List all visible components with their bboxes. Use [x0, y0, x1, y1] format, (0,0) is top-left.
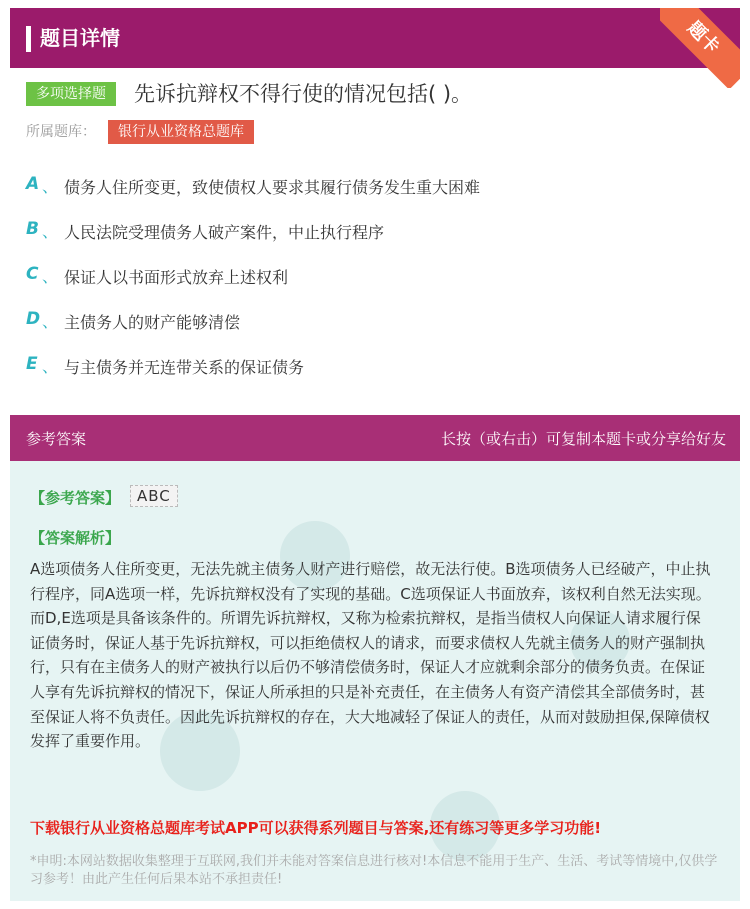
option-d[interactable]	[26, 305, 726, 350]
answer-section-body	[10, 461, 740, 901]
option-letter: D	[26, 309, 41, 329]
analysis-label: 【答案解析】	[30, 529, 121, 547]
answer-section-title: 参考答案	[26, 430, 87, 448]
option-b[interactable]	[26, 215, 726, 260]
bank-link[interactable]: 银行从业资格总题库	[108, 120, 254, 144]
option-letter: A	[26, 174, 40, 194]
option-separator: 、	[42, 267, 59, 286]
title-accent-bar	[26, 26, 31, 52]
answer-section-header	[10, 415, 740, 461]
option-letter: B	[26, 219, 39, 239]
option-e[interactable]	[26, 350, 726, 395]
option-c[interactable]	[26, 260, 726, 305]
question-card-corner	[660, 8, 740, 88]
option-text: 保证人以书面形式放弃上述权利	[64, 268, 289, 287]
answer-value[interactable]: ABC	[130, 485, 178, 507]
option-a[interactable]	[26, 170, 726, 215]
question-title: 先诉抗辩权不得行使的情况包括( )。	[134, 82, 473, 106]
option-letter: C	[26, 264, 39, 284]
option-text: 与主债务并无连带关系的保证债务	[64, 358, 305, 377]
answer-label: 【参考答案】	[30, 489, 121, 507]
page-title: 题目详情	[40, 26, 120, 50]
options-list	[26, 170, 726, 395]
bank-label: 所属题库：	[26, 124, 96, 140]
corner-ribbon-label: 题卡	[660, 8, 740, 88]
page-header	[10, 8, 740, 68]
option-separator: 、	[42, 177, 59, 196]
option-text: 主债务人的财产能够清偿	[64, 313, 241, 332]
app-download-promo[interactable]: 下载银行从业资格总题库考试APP可以获得系列题目与答案,还有练习等更多学习功能!	[30, 819, 602, 837]
option-separator: 、	[42, 312, 59, 331]
option-separator: 、	[42, 222, 59, 241]
analysis-text: A选项债务人住所变更，无法先就主债务人财产进行赔偿，故无法行使。B选项债务人已经破产，中止执行程序，同A选项一样，先诉抗辩权没有了实现的基础。C选项保证人书面放弃，该权利自然无法实现。而D,E选项是具备该条件的。所谓先诉抗辩权，又称为检索抗辩权，是指当债权人向保证人请求履行保证债务时，保证人基于先诉抗辩权，可以拒绝债权人的请求，而要求债权人先就主债务人的财产强制执行，只有在主债务人的财产被执行以后仍不够清偿债务时，保证人才应就剩余部分的债务负责。在保证人享有先诉抗辩权的情况下，保证人所承担的只是补充责任，在主债务人有资产清偿其全部债务时，甚至保证人将不负责任。因此先诉抗辩权的存在，大大地减轻了保证人的责任，从而对鼓励担保,保障债权发挥了重要作用。	[30, 560, 711, 751]
option-separator: 、	[42, 357, 59, 376]
disclaimer-text: *申明:本网站数据收集整理于互联网,我们并未能对答案信息进行核对!本信息不能用于生产、生活、考试等情境中,仅供学习参考！由此产生任何后果本站不承担责任!	[30, 854, 718, 887]
question-type-badge: 多项选择题	[26, 82, 116, 106]
option-letter: E	[26, 354, 38, 374]
option-text: 债务人住所变更，致使债权人要求其履行债务发生重大困难	[64, 178, 481, 197]
option-text: 人民法院受理债务人破产案件，中止执行程序	[64, 223, 385, 242]
share-hint: 长按（或右击）可复制本题卡或分享给好友	[440, 430, 726, 448]
